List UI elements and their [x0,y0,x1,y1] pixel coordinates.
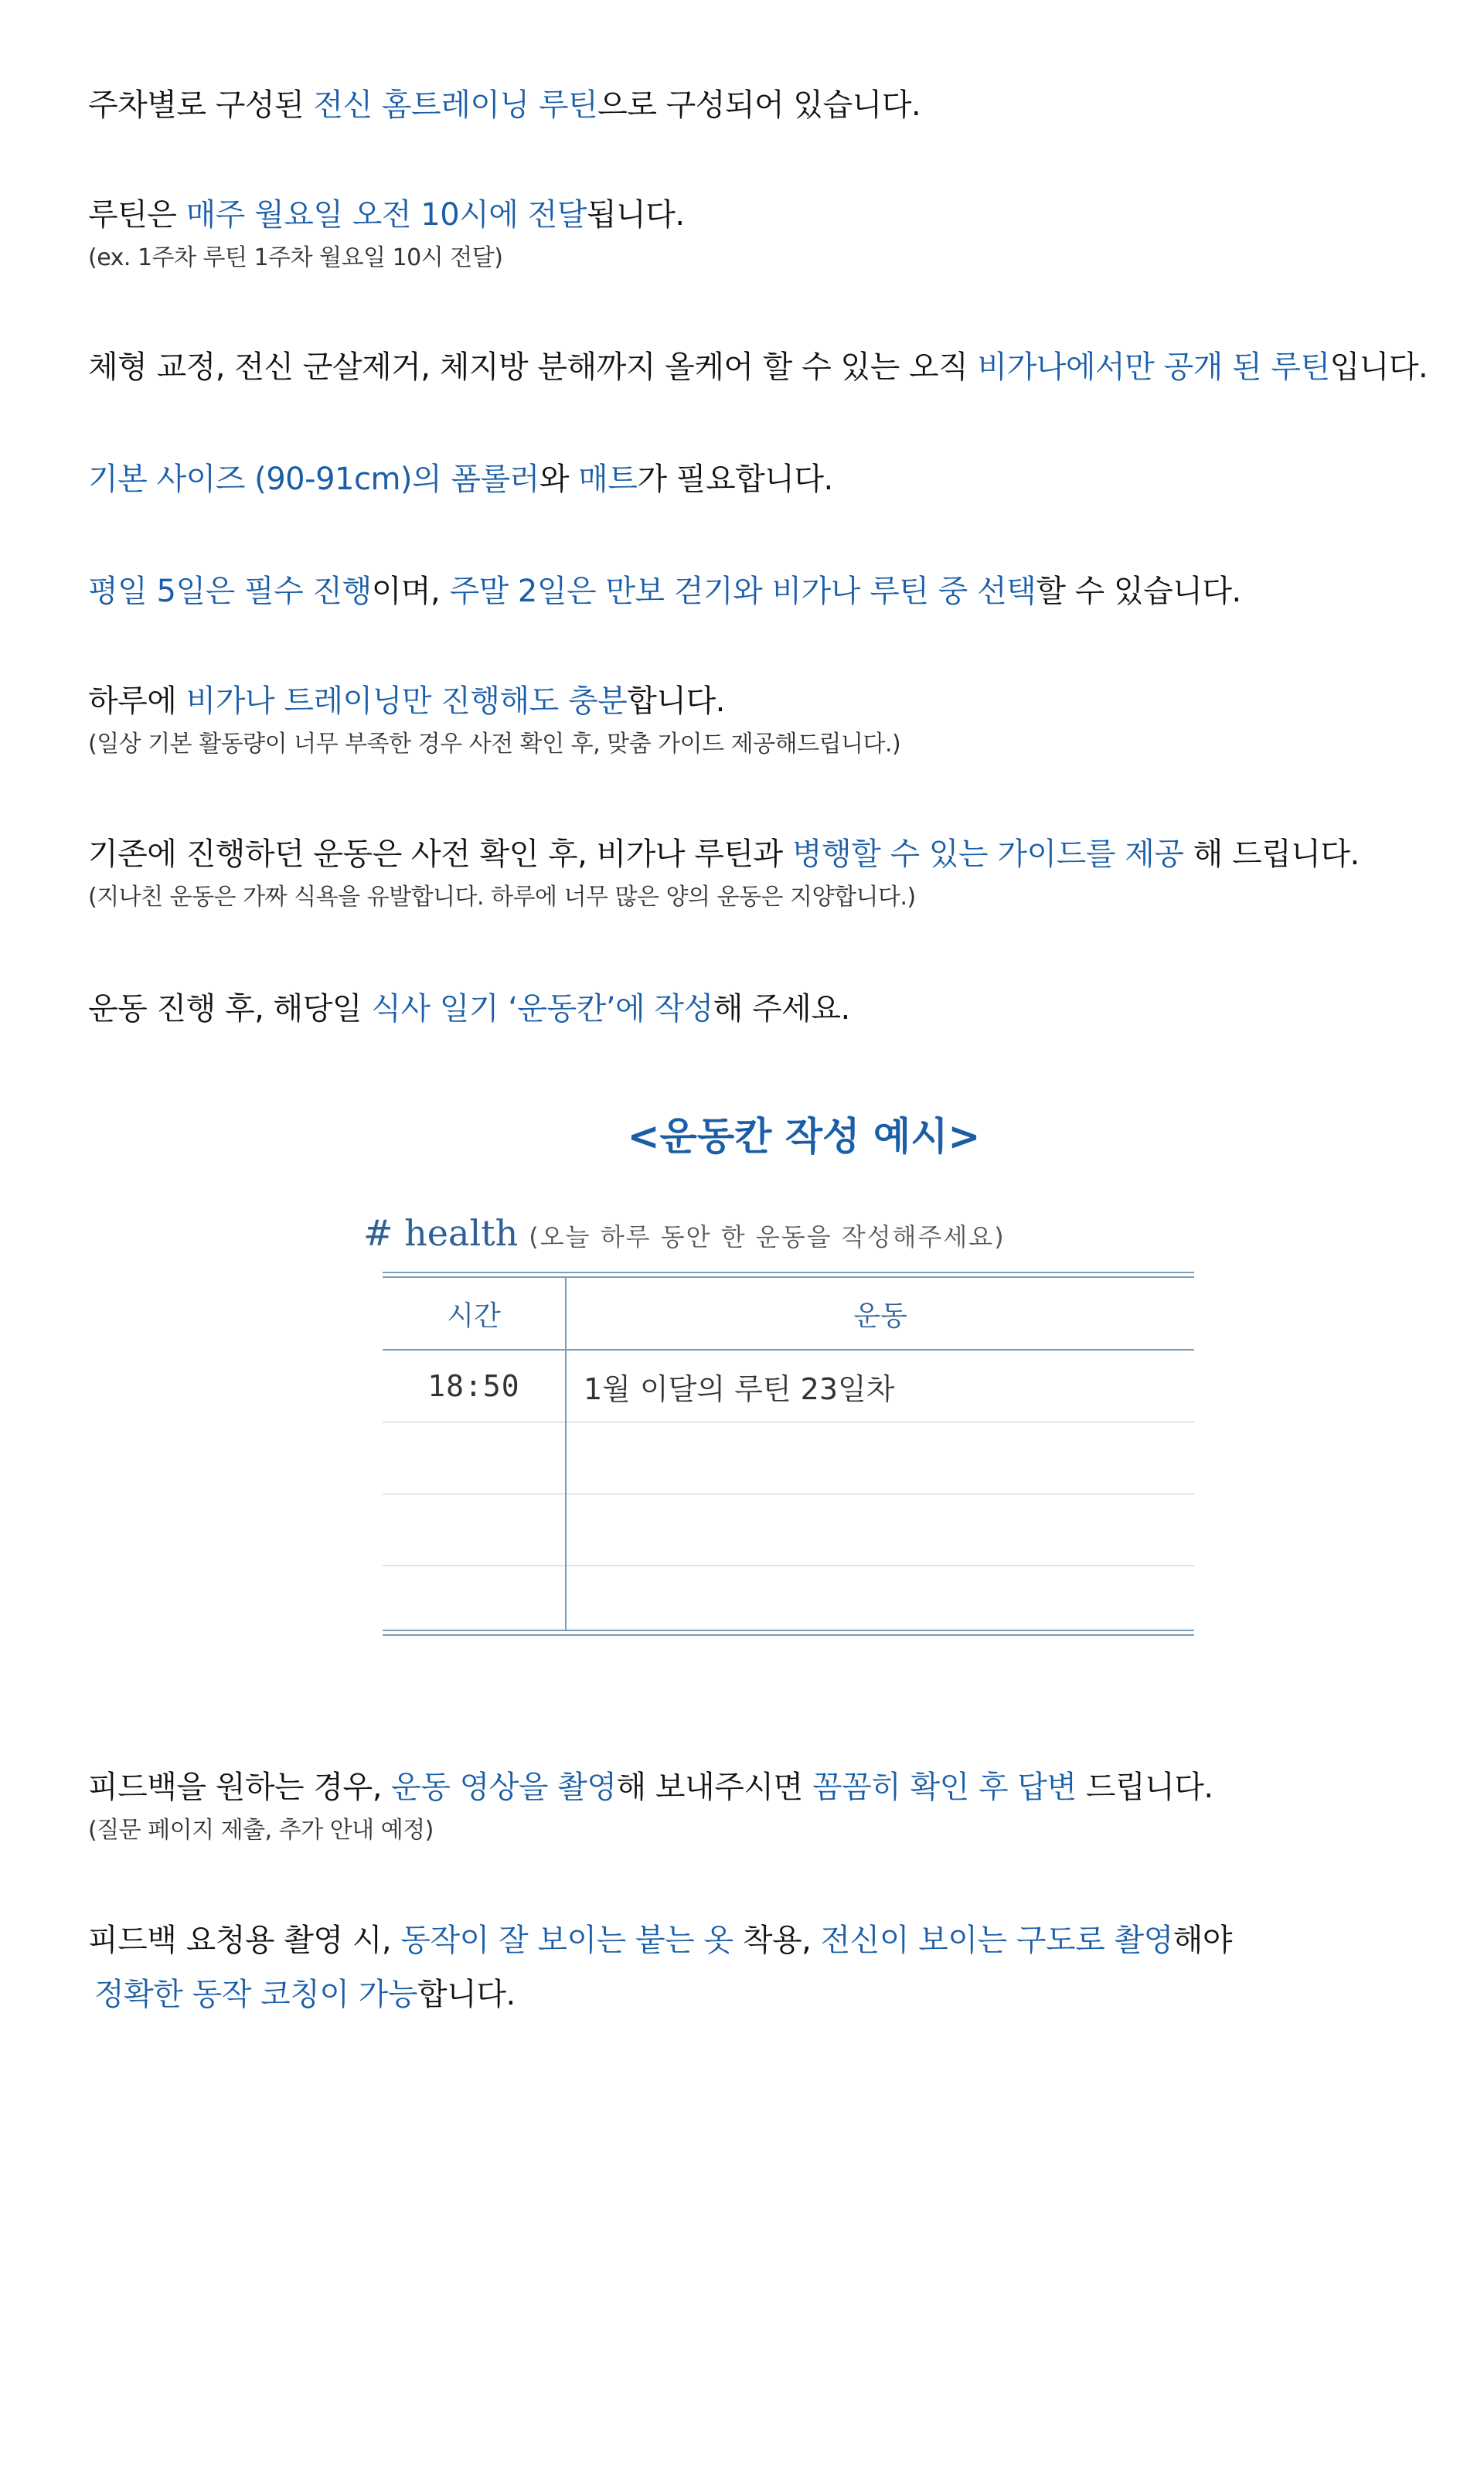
highlight: 병행할 수 있는 가이드를 제공 [791,836,1184,872]
note-overexercise: (지나친 운동은 가짜 식욕을 유발합니다. 하루에 너무 많은 양의 운동은 지양합니다.) [88,884,916,911]
cell-time: 18:50 [383,1350,566,1422]
highlight: 전신 홈트레이닝 루틴 [313,87,598,123]
highlight: 정확한 동작 코칭이 가능 [94,1977,418,2012]
paragraph-daily-enough: 하루에 비가나 트레이닝만 진행해도 충분합니다. [88,683,725,719]
table-row [383,1566,1194,1630]
table-header-row [383,1278,1194,1350]
paragraph-existing-exercise: 기존에 진행하던 운동은 사전 확인 후, 비가나 루틴과 병행할 수 있는 가이드를 제공 해 드립니다. [88,836,1360,872]
paragraph-filming-tip-line2: 정확한 동작 코칭이 가능합니다. [94,1977,516,2012]
cell-time [383,1494,566,1566]
paragraph-delivery-time: 루틴은 매주 월요일 오전 10시에 전달됩니다. [88,197,685,233]
cell-exercise: 1월 이달의 루틴 23일차 [566,1350,1194,1422]
highlight: 비가나 트레이닝만 진행해도 충분 [186,683,628,719]
health-tag: # health [363,1212,519,1254]
highlight: 기본 사이즈 (90-91cm)의 폼롤러 [88,462,539,497]
table-row [383,1494,1194,1566]
highlight: 동작이 잘 보이는 붙는 옷 [400,1923,733,1958]
highlight: 매트 [578,462,638,497]
paragraph-write-log: 운동 진행 후, 해당일 식사 일기 ‘운동칸’에 작성해 주세요. [88,991,850,1027]
cell-time [383,1566,566,1630]
column-header-time: 시간 [383,1278,566,1350]
note-activity-guide: (일상 기본 활동량이 너무 부족한 경우 사전 확인 후, 맞춤 가이드 제공해드립니다.) [88,731,901,758]
table-row [383,1350,1194,1422]
highlight: 비가나에서만 공개 된 루틴 [977,349,1330,385]
paragraph-feedback: 피드백을 원하는 경우, 운동 영상을 촬영해 보내주시면 꼼꼼히 확인 후 답변 드립니다. [88,1770,1213,1805]
table-bottom-rule [383,1630,1194,1636]
highlight: 식사 일기 ‘운동칸’에 작성 [371,991,713,1027]
highlight: 전신이 보이는 구도로 촬영 [820,1923,1173,1958]
table-row [383,1422,1194,1494]
note-feedback: (질문 페이지 제출, 추가 안내 예정) [88,1817,434,1844]
cell-exercise [566,1422,1194,1494]
highlight: 평일 5일은 필수 진행 [88,574,372,609]
exercise-log-table [383,1272,1194,1636]
cell-exercise [566,1494,1194,1566]
paragraph-equipment: 기본 사이즈 (90-91cm)의 폼롤러와 매트가 필요합니다. [88,462,833,497]
highlight: 꼼꼼히 확인 후 답변 [812,1770,1077,1805]
paragraph-filming-tip-line1: 피드백 요청용 촬영 시, 동작이 잘 보이는 붙는 옷 착용, 전신이 보이는 구도로 촬영해야 [88,1923,1233,1958]
column-header-exercise: 운동 [566,1278,1194,1350]
paragraph-schedule: 평일 5일은 필수 진행이며, 주말 2일은 만보 걷기와 비가나 루틴 중 선택할 수 있습니다. [88,574,1241,609]
highlight: 매주 월요일 오전 10시에 전달 [186,197,587,233]
paragraph-exclusive-routine: 체형 교정, 전신 군살제거, 체지방 분해까지 올케어 할 수 있는 오직 비가나에서만 공개 된 루틴입니다. [88,349,1428,385]
paragraph-routine-structure: 주차별로 구성된 전신 홈트레이닝 루틴으로 구성되어 있습니다. [88,87,921,123]
table-top-rule [383,1272,1194,1278]
cell-exercise [566,1566,1194,1630]
highlight: 주말 2일은 만보 걷기와 비가나 루틴 중 선택 [449,574,1036,609]
example-section-title: <운동칸 작성 예시> [627,1114,981,1159]
health-hint: (오늘 하루 동안 한 운동을 작성해주세요) [529,1222,1006,1252]
cell-time [383,1422,566,1494]
health-label [363,1212,1006,1254]
highlight: 운동 영상을 촬영 [391,1770,617,1805]
note-delivery-example: (ex. 1주차 루틴 1주차 월요일 10시 전달) [88,244,503,271]
